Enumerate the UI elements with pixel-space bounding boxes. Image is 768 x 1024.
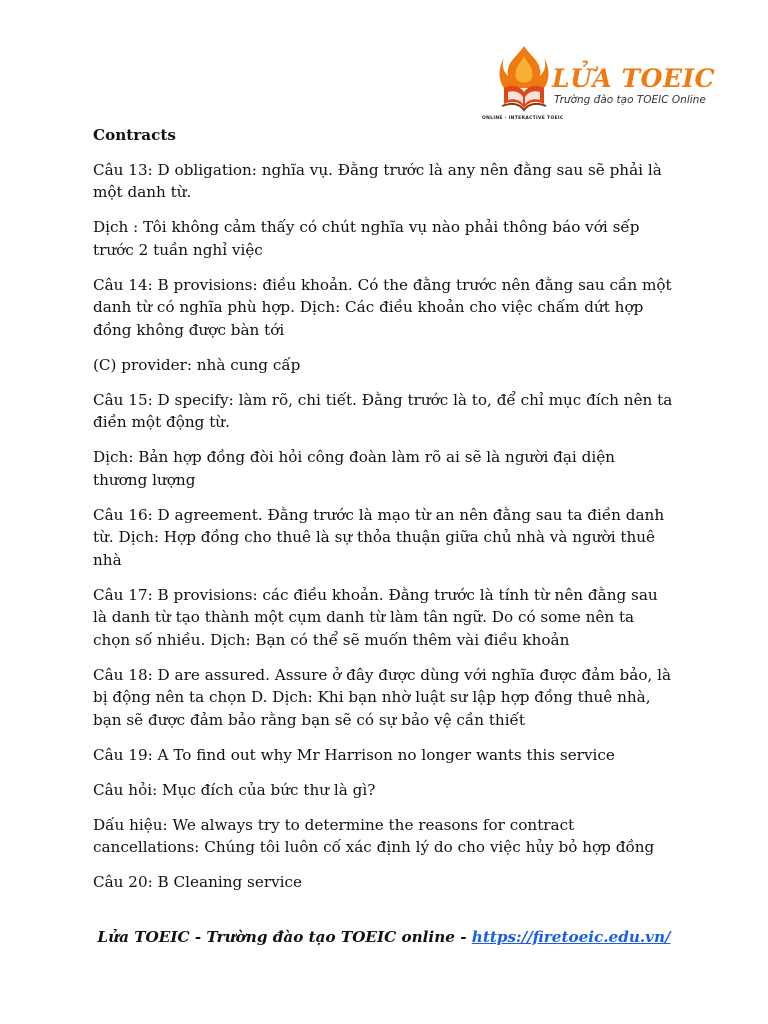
paragraph-cau-19-hint: Dấu hiệu: We always try to determine the reasons for contract cancellations: Chúng tôi luôn cố xác định lý do cho việc hủy bỏ hợp đồng — [93, 815, 655, 856]
paragraph-cau-19: Câu 19: A To find out why Mr Harrison no longer wants this service — [93, 745, 615, 764]
footer-link[interactable]: https://firetoeic.edu.vn/ — [471, 928, 671, 946]
paragraph-cau-16: Câu 16: D agreement. Đằng trước là mạo từ an nên đằng sau ta điền danh từ. Dịch: Hợp đồng cho thuê là sự thỏa thuận giữa chủ nhà và người thuê nhà — [93, 505, 665, 569]
paragraph-cau-19-question: Câu hỏi: Mục đích của bức thư là gì? — [93, 780, 376, 799]
paragraph-cau-13: Câu 13: D obligation: nghĩa vụ. Đằng trước là any nên đằng sau sẽ phải là một danh từ. — [93, 160, 662, 201]
logo-name: LỬA TOEIC — [552, 64, 716, 93]
footer-text: Lửa TOEIC - Trường đào tạo TOEIC online - — [97, 928, 472, 946]
logo-tagline: ONLINE - INTERACTIVE TOEIC — [482, 116, 564, 121]
paragraph-cau-14: Câu 14: B provisions: điều khoản. Có the đằng trước nên đằng sau cần một danh từ có nghĩa phù hợp. Dịch: Các điều khoản cho việc chấm dứt hợp đồng không được bàn tới — [93, 275, 672, 339]
paragraph-cau-15-translation: Dịch: Bản hợp đồng đòi hỏi công đoàn làm rõ ai sẽ là người đại diện thương lượng — [93, 448, 615, 489]
logo-subtitle: Trường đào tạo TOEIC Online — [554, 94, 706, 106]
paragraph-cau-17: Câu 17: B provisions: các điều khoản. Đằng trước là tính từ nên đằng sau là danh từ tạo thành một cụm danh từ làm tân ngữ. Do có some nên ta chọn số nhiều. Dịch: Bạn có thể sẽ muốn thêm vài điều khoản — [93, 585, 658, 649]
document-body — [93, 124, 673, 906]
brand-logo — [482, 42, 716, 122]
section-heading: Contracts — [93, 126, 176, 144]
page-footer — [0, 928, 768, 946]
paragraph-cau-14-option-c: (C) provider: nhà cung cấp — [93, 355, 301, 374]
paragraph-cau-13-translation: Dịch : Tôi không cảm thấy có chút nghĩa vụ nào phải thông báo với sếp trước 2 tuần nghỉ việc — [93, 218, 640, 259]
paragraph-cau-18: Câu 18: D are assured. Assure ở đây được dùng với nghĩa được đảm bảo, là bị động nên ta chọn D. Dịch: Khi bạn nhờ luật sư lập hợp đồng thuê nhà, bạn sẽ được đảm bảo rằng bạn sẽ có sự bảo vệ cần thiết — [93, 665, 672, 729]
paragraph-cau-20: Câu 20: B Cleaning service — [93, 873, 303, 891]
flame-book-logo-icon — [496, 42, 552, 116]
paragraph-cau-15: Câu 15: D specify: làm rõ, chi tiết. Đằng trước là to, để chỉ mục đích nên ta điền một động từ. — [93, 390, 673, 431]
